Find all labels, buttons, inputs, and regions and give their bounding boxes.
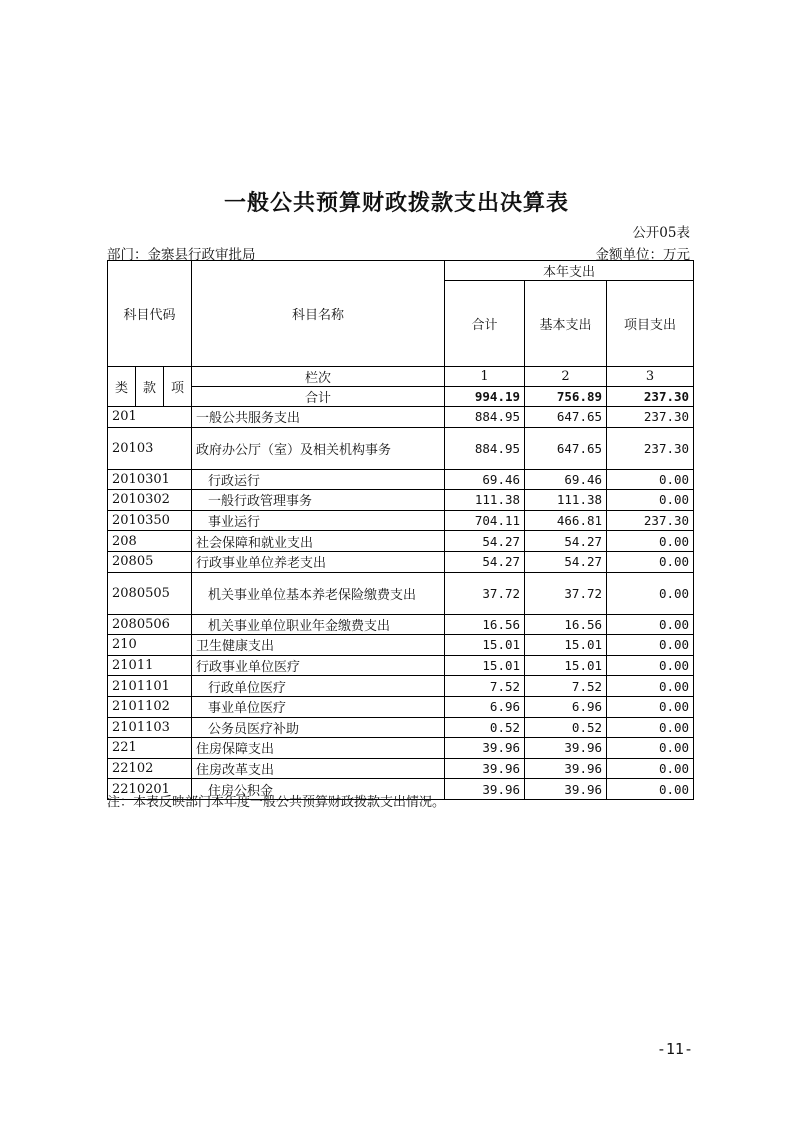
row-code: 22102 xyxy=(108,758,192,779)
row-basic: 7.52 xyxy=(525,676,607,697)
row-total: 15.01 xyxy=(445,655,525,676)
table-row xyxy=(108,696,694,717)
row-project: 0.00 xyxy=(607,531,694,552)
row-name: 卫生健康支出 xyxy=(192,635,445,656)
row-basic: 466.81 xyxy=(525,510,607,531)
row-basic: 111.38 xyxy=(525,490,607,511)
row-code: 2210201 xyxy=(108,779,192,800)
row-basic: 647.65 xyxy=(525,427,607,469)
row-project: 0.00 xyxy=(607,469,694,490)
table-row xyxy=(108,510,694,531)
row-code: 221 xyxy=(108,738,192,759)
row-basic: 15.01 xyxy=(525,635,607,656)
table-row xyxy=(108,551,694,572)
row-total: 111.38 xyxy=(445,490,525,511)
row-basic: 39.96 xyxy=(525,738,607,759)
row-basic: 37.72 xyxy=(525,572,607,614)
row-total: 0.52 xyxy=(445,717,525,738)
row-code: 2101102 xyxy=(108,696,192,717)
row-code: 20103 xyxy=(108,427,192,469)
table-row xyxy=(108,676,694,697)
row-code: 2080505 xyxy=(108,572,192,614)
row-basic: 6.96 xyxy=(525,696,607,717)
table-row xyxy=(108,738,694,759)
row-total: 884.95 xyxy=(445,407,525,428)
row-code: 2101103 xyxy=(108,717,192,738)
row-project: 237.30 xyxy=(607,407,694,428)
department-label: 部门：金寨县行政审批局 xyxy=(107,247,256,263)
row-name: 住房改革支出 xyxy=(192,758,445,779)
row-code: 2010350 xyxy=(108,510,192,531)
table-row xyxy=(108,635,694,656)
row-project: 0.00 xyxy=(607,676,694,697)
header-kuan: 款 xyxy=(136,367,164,407)
header-code: 科目代码 xyxy=(108,261,192,367)
row-total: 39.96 xyxy=(445,779,525,800)
row-code: 2010302 xyxy=(108,490,192,511)
table-row xyxy=(108,490,694,511)
header-name: 科目名称 xyxy=(192,261,445,367)
table-row xyxy=(108,614,694,635)
row-basic: 54.27 xyxy=(525,531,607,552)
table-note: 注：本表反映部门本年度一般公共预算财政拨款支出情况。 xyxy=(107,795,446,810)
row-name: 政府办公厅（室）及相关机构事务 xyxy=(192,427,445,469)
header-column-index: 栏次 xyxy=(192,367,445,387)
row-name: 一般公共服务支出 xyxy=(192,407,445,428)
row-basic: 647.65 xyxy=(525,407,607,428)
row-project: 237.30 xyxy=(607,427,694,469)
row-code: 2080506 xyxy=(108,614,192,635)
row-total: 54.27 xyxy=(445,531,525,552)
row-name: 公务员医疗补助 xyxy=(192,717,445,738)
row-code: 2101101 xyxy=(108,676,192,697)
row-code: 21011 xyxy=(108,655,192,676)
row-basic: 39.96 xyxy=(525,758,607,779)
row-project: 0.00 xyxy=(607,779,694,800)
page-title: 一般公共预算财政拨款支出决算表 xyxy=(223,191,569,216)
row-basic: 16.56 xyxy=(525,614,607,635)
row-total: 16.56 xyxy=(445,614,525,635)
table-row xyxy=(108,469,694,490)
table-row xyxy=(108,531,694,552)
row-project: 0.00 xyxy=(607,490,694,511)
unit-label: 金额单位：万元 xyxy=(595,247,690,263)
row-name: 住房保障支出 xyxy=(192,738,445,759)
header-basic: 基本支出 xyxy=(525,281,607,367)
row-total: 69.46 xyxy=(445,469,525,490)
row-project: 0.00 xyxy=(607,551,694,572)
row-name: 社会保障和就业支出 xyxy=(192,531,445,552)
table-row xyxy=(108,758,694,779)
header-lei: 类 xyxy=(108,367,136,407)
row-code: 208 xyxy=(108,531,192,552)
total-row-total: 994.19 xyxy=(445,387,525,407)
header-total: 合计 xyxy=(445,281,525,367)
header-col1: 1 xyxy=(445,367,525,387)
row-basic: 54.27 xyxy=(525,551,607,572)
row-name: 机关事业单位基本养老保险缴费支出 xyxy=(192,572,445,614)
table-row xyxy=(108,655,694,676)
total-row-project: 237.30 xyxy=(607,387,694,407)
row-project: 0.00 xyxy=(607,572,694,614)
row-name: 机关事业单位职业年金缴费支出 xyxy=(192,614,445,635)
total-row-basic: 756.89 xyxy=(525,387,607,407)
row-project: 0.00 xyxy=(607,696,694,717)
row-total: 884.95 xyxy=(445,427,525,469)
row-basic: 0.52 xyxy=(525,717,607,738)
row-code: 210 xyxy=(108,635,192,656)
header-col3: 3 xyxy=(607,367,694,387)
page-number: -11- xyxy=(656,1040,693,1058)
total-row-label: 合计 xyxy=(192,387,445,407)
header-xiang: 项 xyxy=(164,367,192,407)
row-basic: 69.46 xyxy=(525,469,607,490)
header-this-year: 本年支出 xyxy=(445,261,694,281)
row-total: 15.01 xyxy=(445,635,525,656)
table-row xyxy=(108,407,694,428)
row-name: 行政单位医疗 xyxy=(192,676,445,697)
row-basic: 39.96 xyxy=(525,779,607,800)
row-name: 事业单位医疗 xyxy=(192,696,445,717)
row-code: 20805 xyxy=(108,551,192,572)
row-project: 0.00 xyxy=(607,635,694,656)
row-name: 行政事业单位医疗 xyxy=(192,655,445,676)
header-project: 项目支出 xyxy=(607,281,694,367)
row-code: 201 xyxy=(108,407,192,428)
row-project: 0.00 xyxy=(607,655,694,676)
row-project: 0.00 xyxy=(607,614,694,635)
row-project: 237.30 xyxy=(607,510,694,531)
row-total: 54.27 xyxy=(445,551,525,572)
budget-table xyxy=(107,260,694,800)
row-name: 行政事业单位养老支出 xyxy=(192,551,445,572)
row-total: 37.72 xyxy=(445,572,525,614)
row-total: 6.96 xyxy=(445,696,525,717)
table-row xyxy=(108,717,694,738)
row-total: 704.11 xyxy=(445,510,525,531)
row-project: 0.00 xyxy=(607,738,694,759)
row-name: 事业运行 xyxy=(192,510,445,531)
row-total: 39.96 xyxy=(445,738,525,759)
row-total: 7.52 xyxy=(445,676,525,697)
row-name: 一般行政管理事务 xyxy=(192,490,445,511)
header-col2: 2 xyxy=(525,367,607,387)
table-row xyxy=(108,572,694,614)
row-name: 行政运行 xyxy=(192,469,445,490)
row-code: 2010301 xyxy=(108,469,192,490)
row-project: 0.00 xyxy=(607,758,694,779)
table-row xyxy=(108,427,694,469)
table-number: 公开05表 xyxy=(632,225,690,241)
row-basic: 15.01 xyxy=(525,655,607,676)
row-total: 39.96 xyxy=(445,758,525,779)
row-name: 住房公积金 xyxy=(192,779,445,800)
row-project: 0.00 xyxy=(607,717,694,738)
